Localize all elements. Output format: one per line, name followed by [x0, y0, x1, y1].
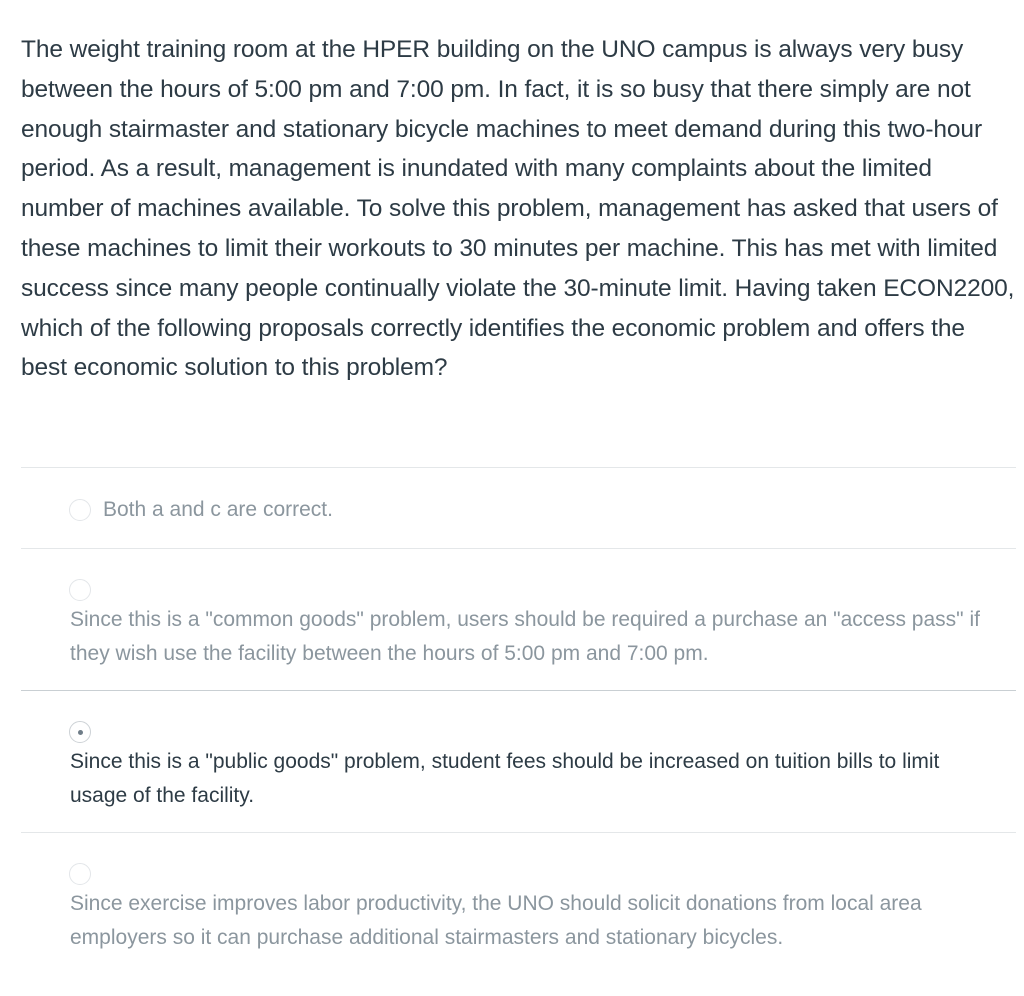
divider	[21, 467, 1016, 468]
answer-label-4: Since exercise improves labor productivity, the UNO should solicit donations from local area employers so it can purchase additional stairmasters and stationary bicycles.	[70, 892, 922, 949]
radio-button-3-selected[interactable]	[69, 721, 91, 743]
answer-option-3[interactable]	[21, 690, 1016, 832]
answer-option-4[interactable]	[21, 832, 1016, 968]
divider	[21, 548, 1016, 549]
answer-label-1: Both a and c are correct.	[103, 498, 333, 521]
divider	[21, 832, 1016, 833]
divider	[21, 690, 1016, 691]
answer-label-3: Since this is a "public goods" problem, student fees should be increased on tuition bills to limit usage of the facility.	[70, 750, 940, 807]
radio-button-1[interactable]	[69, 499, 91, 521]
answer-label-2: Since this is a "common goods" problem, users should be required a purchase an "access pass" if they wish use the facility between the hours of 5:00 pm and 7:00 pm.	[70, 608, 980, 665]
radio-button-2[interactable]	[69, 579, 91, 601]
answer-option-1[interactable]	[21, 467, 1016, 549]
question-text: The weight training room at the HPER building on the UNO campus is always very busy between the hours of 5:00 pm and 7:00 pm. In fact, it is so busy that there simply are not enough stairmaster and stationary bicycle machines to meet demand during this two-hour period. As a result, management is inundated with many complaints about the limited number of machines available. To solve this problem, management has asked that users of these machines to limit their workouts to 30 minutes per machine. This has met with limited success since many people continually violate the 30-minute limit. Having taken ECON2200, which of the following proposals correctly identifies the economic problem and offers the best economic solution to this problem?	[21, 36, 1015, 382]
radio-button-4[interactable]	[69, 863, 91, 885]
answer-option-2[interactable]	[21, 548, 1016, 690]
